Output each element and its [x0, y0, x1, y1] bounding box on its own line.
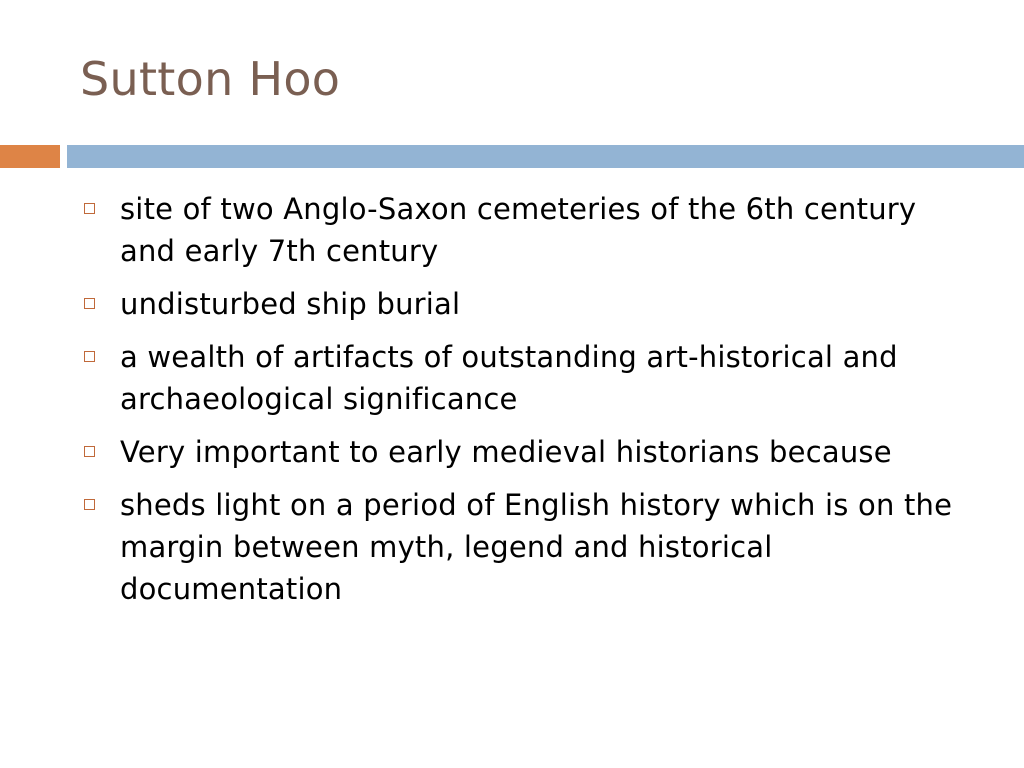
bullet-item	[80, 188, 980, 272]
bullet-item	[80, 431, 980, 473]
square-bullet-icon	[84, 298, 95, 309]
square-bullet-icon	[84, 446, 95, 457]
square-bullet-icon	[84, 499, 95, 510]
bullet-list	[80, 188, 980, 621]
square-bullet-icon	[84, 351, 95, 362]
slide-title: Sutton Hoo	[80, 52, 341, 106]
bullet-text: site of two Anglo-Saxon cemeteries of the 6th century and early 7th century	[120, 192, 917, 268]
bullet-text: a wealth of artifacts of outstanding art-historical and archaeological significance	[120, 340, 898, 416]
bullet-text: undisturbed ship burial	[120, 287, 461, 321]
square-bullet-icon	[84, 203, 95, 214]
bullet-text: sheds light on a period of English history which is on the margin between myth, legend and historical documentation	[120, 488, 953, 606]
bullet-item	[80, 336, 980, 420]
bullet-item	[80, 283, 980, 325]
accent-bar-right	[67, 145, 1024, 168]
bullet-item	[80, 484, 980, 610]
accent-bar-left	[0, 145, 60, 168]
bullet-text: Very important to early medieval historians because	[120, 435, 892, 469]
